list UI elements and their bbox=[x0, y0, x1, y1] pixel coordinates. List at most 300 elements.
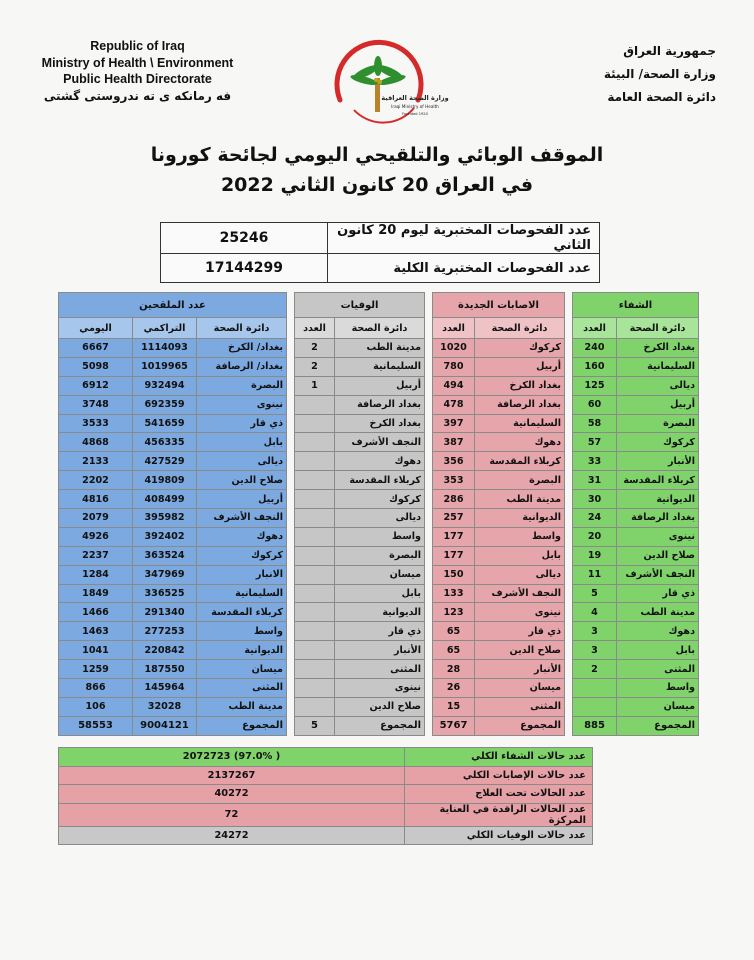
header-line: وزارة الصحة/ البيئة bbox=[603, 67, 716, 81]
recovered-directorate: ذي قار bbox=[617, 584, 699, 603]
recovered-count: 33 bbox=[573, 452, 617, 471]
table-row bbox=[59, 546, 699, 565]
cumulative-row bbox=[59, 785, 593, 804]
column-gap bbox=[287, 565, 295, 584]
vaccine-daily: 1041 bbox=[59, 641, 133, 660]
recovered-count bbox=[573, 697, 617, 716]
recovered-count: 30 bbox=[573, 490, 617, 509]
death-total: 5 bbox=[295, 716, 335, 735]
column-gap bbox=[287, 433, 295, 452]
recovered-directorate: أربيل bbox=[617, 395, 699, 414]
case-count: 123 bbox=[433, 603, 475, 622]
column-gap bbox=[425, 565, 433, 584]
table-row bbox=[59, 641, 699, 660]
case-directorate: كركوك bbox=[475, 339, 565, 358]
daily-status-table bbox=[58, 292, 699, 736]
vaccine-total-label: المجموع bbox=[197, 716, 287, 735]
case-total-label: المجموع bbox=[475, 716, 565, 735]
case-directorate: الأنبار bbox=[475, 660, 565, 679]
recovered-directorate: الديوانية bbox=[617, 490, 699, 509]
column-gap bbox=[425, 452, 433, 471]
recovered-directorate: صلاح الدين bbox=[617, 546, 699, 565]
cumulative-value: 40272 bbox=[59, 785, 405, 804]
death-count bbox=[295, 603, 335, 622]
column-gap bbox=[287, 376, 295, 395]
recovered-count: 160 bbox=[573, 357, 617, 376]
recovered-directorate: المثنى bbox=[617, 660, 699, 679]
case-count: 356 bbox=[433, 452, 475, 471]
column-gap bbox=[565, 471, 573, 490]
case-directorate: ميسان bbox=[475, 679, 565, 698]
logo-founded-text: Founded 1920 bbox=[402, 112, 428, 116]
column-gap bbox=[565, 490, 573, 509]
cumulative-label: عدد حالات الشفاء الكلي bbox=[405, 748, 593, 767]
death-count: 1 bbox=[295, 376, 335, 395]
column-gap bbox=[287, 679, 295, 698]
table-row bbox=[59, 697, 699, 716]
case-count: 26 bbox=[433, 679, 475, 698]
vaccine-directorate: واسط bbox=[197, 622, 287, 641]
recovered-directorate: ديالى bbox=[617, 376, 699, 395]
vaccine-directorate: مدينة الطب bbox=[197, 697, 287, 716]
vaccine-daily-total: 58553 bbox=[59, 716, 133, 735]
column-gap bbox=[565, 452, 573, 471]
summary-label: عدد الفحوصات المختبرية ليوم 20 كانون الثاني bbox=[328, 223, 600, 254]
tests-summary-table bbox=[160, 222, 600, 283]
col-count: العدد bbox=[295, 318, 335, 339]
vaccine-directorate: دهوك bbox=[197, 527, 287, 546]
table-row bbox=[59, 414, 699, 433]
cumulative-row bbox=[59, 748, 593, 767]
case-directorate: نينوى bbox=[475, 603, 565, 622]
recovered-count: 3 bbox=[573, 622, 617, 641]
column-gap bbox=[565, 376, 573, 395]
case-count: 286 bbox=[433, 490, 475, 509]
vaccine-daily: 1463 bbox=[59, 622, 133, 641]
case-directorate: مدينة الطب bbox=[475, 490, 565, 509]
case-count: 478 bbox=[433, 395, 475, 414]
group-recovered: الشفاء bbox=[573, 293, 699, 318]
death-count bbox=[295, 395, 335, 414]
column-gap bbox=[565, 603, 573, 622]
death-count bbox=[295, 641, 335, 660]
column-gap bbox=[287, 603, 295, 622]
recovered-count bbox=[573, 679, 617, 698]
case-count: 133 bbox=[433, 584, 475, 603]
summary-value: 17144299 bbox=[161, 254, 328, 283]
case-directorate: صلاح الدين bbox=[475, 641, 565, 660]
death-count bbox=[295, 584, 335, 603]
death-directorate: بابل bbox=[335, 584, 425, 603]
recovered-count: 31 bbox=[573, 471, 617, 490]
recovered-directorate: مدينة الطب bbox=[617, 603, 699, 622]
recovered-count: 5 bbox=[573, 584, 617, 603]
death-directorate: مدينة الطب bbox=[335, 339, 425, 358]
recovered-count: 2 bbox=[573, 660, 617, 679]
vaccine-daily: 1259 bbox=[59, 660, 133, 679]
recovered-count: 125 bbox=[573, 376, 617, 395]
cumulative-totals-table bbox=[58, 747, 593, 845]
vaccine-directorate: بابل bbox=[197, 433, 287, 452]
column-gap bbox=[425, 433, 433, 452]
death-directorate: صلاح الدين bbox=[335, 697, 425, 716]
death-count bbox=[295, 433, 335, 452]
header-arabic bbox=[536, 40, 716, 109]
column-gap bbox=[287, 660, 295, 679]
death-directorate: ميسان bbox=[335, 565, 425, 584]
death-count bbox=[295, 414, 335, 433]
column-gap bbox=[425, 641, 433, 660]
column-gap bbox=[425, 660, 433, 679]
vaccine-cumulative: 541659 bbox=[133, 414, 197, 433]
logo-english-text: Iraqi Ministry of Health bbox=[391, 104, 439, 109]
column-gap bbox=[287, 716, 295, 735]
death-count bbox=[295, 660, 335, 679]
recovered-count: 58 bbox=[573, 414, 617, 433]
column-gap bbox=[425, 527, 433, 546]
cumulative-value: 72 bbox=[59, 803, 405, 826]
column-gap bbox=[565, 414, 573, 433]
column-gap bbox=[287, 471, 295, 490]
recovered-count: 240 bbox=[573, 339, 617, 358]
column-gap bbox=[565, 395, 573, 414]
table-row bbox=[59, 622, 699, 641]
death-count bbox=[295, 622, 335, 641]
column-gap bbox=[287, 452, 295, 471]
vaccine-cumulative: 32028 bbox=[133, 697, 197, 716]
vaccine-cumulative: 347969 bbox=[133, 565, 197, 584]
recovered-directorate: بابل bbox=[617, 641, 699, 660]
recovered-directorate: بغداد الكرخ bbox=[617, 339, 699, 358]
case-directorate: ديالى bbox=[475, 565, 565, 584]
vaccine-daily: 4816 bbox=[59, 490, 133, 509]
vaccine-directorate: البصرة bbox=[197, 376, 287, 395]
case-directorate: دهوك bbox=[475, 433, 565, 452]
column-gap bbox=[565, 584, 573, 603]
case-directorate: النجف الأشرف bbox=[475, 584, 565, 603]
vaccine-directorate: كربلاء المقدسة bbox=[197, 603, 287, 622]
case-count: 1020 bbox=[433, 339, 475, 358]
header-line: Public Health Directorate bbox=[63, 72, 212, 86]
group-header-row bbox=[59, 293, 699, 318]
title-line-2: في العراق 20 كانون الثاني 2022 bbox=[220, 174, 534, 196]
vaccine-cumulative: 932494 bbox=[133, 376, 197, 395]
vaccine-daily: 866 bbox=[59, 679, 133, 698]
case-total: 5767 bbox=[433, 716, 475, 735]
recovered-directorate: الأنبار bbox=[617, 452, 699, 471]
case-count: 387 bbox=[433, 433, 475, 452]
cumulative-label: عدد حالات الإصابات الكلي bbox=[405, 766, 593, 785]
vaccine-cumulative: 1114093 bbox=[133, 339, 197, 358]
death-count bbox=[295, 527, 335, 546]
col-cumulative: التراكمي bbox=[133, 318, 197, 339]
death-total-label: المجموع bbox=[335, 716, 425, 735]
death-count bbox=[295, 546, 335, 565]
column-gap bbox=[287, 357, 295, 376]
header-line: فه رمانكه ى ته ندروستى گشتى bbox=[43, 88, 232, 103]
summary-row bbox=[161, 254, 600, 283]
death-directorate: الأنبار bbox=[335, 641, 425, 660]
column-gap bbox=[425, 376, 433, 395]
table-row bbox=[59, 509, 699, 528]
column-gap bbox=[565, 527, 573, 546]
summary-label: عدد الفحوصات المختبرية الكلية bbox=[328, 254, 600, 283]
cumulative-label: عدد الحالات تحت العلاج bbox=[405, 785, 593, 804]
vaccine-directorate: بغداد/ الرصافة bbox=[197, 357, 287, 376]
vaccine-daily: 1849 bbox=[59, 584, 133, 603]
title-line-1: الموقف الوبائي والتلقيحي اليومي لجائحة كورونا bbox=[150, 144, 604, 166]
header-line: Republic of Iraq bbox=[90, 39, 185, 53]
column-gap bbox=[565, 433, 573, 452]
death-directorate: كربلاء المقدسة bbox=[335, 471, 425, 490]
header-line: Ministry of Health \ Environment bbox=[41, 55, 234, 70]
death-directorate: البصرة bbox=[335, 546, 425, 565]
case-count: 494 bbox=[433, 376, 475, 395]
recovered-count: 4 bbox=[573, 603, 617, 622]
death-directorate: السليمانية bbox=[335, 357, 425, 376]
vaccine-cumulative: 408499 bbox=[133, 490, 197, 509]
death-count bbox=[295, 697, 335, 716]
column-gap bbox=[287, 546, 295, 565]
case-count: 65 bbox=[433, 641, 475, 660]
recovered-count: 20 bbox=[573, 527, 617, 546]
col-directorate: دائرة الصحة bbox=[475, 318, 565, 339]
recovered-directorate: نينوى bbox=[617, 527, 699, 546]
death-directorate: النجف الأشرف bbox=[335, 433, 425, 452]
recovered-directorate: دهوك bbox=[617, 622, 699, 641]
vaccine-cumulative: 456335 bbox=[133, 433, 197, 452]
column-gap bbox=[425, 584, 433, 603]
column-gap bbox=[425, 490, 433, 509]
header-line: دائرة الصحة العامة bbox=[607, 90, 716, 104]
table-row bbox=[59, 433, 699, 452]
case-directorate: بابل bbox=[475, 546, 565, 565]
vaccine-cumulative: 692359 bbox=[133, 395, 197, 414]
death-count: 2 bbox=[295, 357, 335, 376]
vaccine-cumulative: 336525 bbox=[133, 584, 197, 603]
case-directorate: الديوانية bbox=[475, 509, 565, 528]
vaccine-directorate: أربيل bbox=[197, 490, 287, 509]
cumulative-value: 24272 bbox=[59, 826, 405, 845]
ministry-logo bbox=[318, 30, 449, 130]
table-row bbox=[59, 527, 699, 546]
column-gap bbox=[425, 395, 433, 414]
column-gap bbox=[565, 679, 573, 698]
column-gap bbox=[287, 641, 295, 660]
death-directorate: ذي قار bbox=[335, 622, 425, 641]
death-directorate: دهوك bbox=[335, 452, 425, 471]
case-directorate: واسط bbox=[475, 527, 565, 546]
table-row bbox=[59, 452, 699, 471]
vaccine-daily: 4926 bbox=[59, 527, 133, 546]
case-directorate: ذي قار bbox=[475, 622, 565, 641]
recovered-count: 24 bbox=[573, 509, 617, 528]
vaccine-cumulative: 427529 bbox=[133, 452, 197, 471]
death-count: 2 bbox=[295, 339, 335, 358]
vaccine-cumulative: 363524 bbox=[133, 546, 197, 565]
logo-arabic-text: وزارة الصحة العراقية bbox=[381, 94, 449, 102]
death-directorate: أربيل bbox=[335, 376, 425, 395]
column-header-row bbox=[59, 318, 699, 339]
recovered-directorate: البصرة bbox=[617, 414, 699, 433]
recovered-directorate: واسط bbox=[617, 679, 699, 698]
cumulative-row bbox=[59, 803, 593, 826]
case-directorate: السليمانية bbox=[475, 414, 565, 433]
cumulative-value: ( 97.0%) 2072723 bbox=[59, 748, 405, 767]
vaccine-daily: 6912 bbox=[59, 376, 133, 395]
case-count: 257 bbox=[433, 509, 475, 528]
column-gap bbox=[425, 471, 433, 490]
table-row bbox=[59, 395, 699, 414]
vaccine-daily: 4868 bbox=[59, 433, 133, 452]
vaccine-daily: 2079 bbox=[59, 509, 133, 528]
column-gap bbox=[287, 395, 295, 414]
death-directorate: بغداد الكرخ bbox=[335, 414, 425, 433]
recovered-total: 885 bbox=[573, 716, 617, 735]
cumulative-row bbox=[59, 766, 593, 785]
vaccine-cumulative: 187550 bbox=[133, 660, 197, 679]
column-gap bbox=[565, 716, 573, 735]
case-count: 780 bbox=[433, 357, 475, 376]
vaccine-cumulative: 395982 bbox=[133, 509, 197, 528]
recovered-directorate: بغداد الرصافة bbox=[617, 509, 699, 528]
vaccine-cumulative: 291340 bbox=[133, 603, 197, 622]
vaccine-directorate: الانبار bbox=[197, 565, 287, 584]
group-vaccinated: عدد الملقحين bbox=[59, 293, 287, 318]
header-line: جمهورية العراق bbox=[623, 44, 716, 58]
death-count bbox=[295, 490, 335, 509]
column-gap bbox=[287, 527, 295, 546]
table-row bbox=[59, 339, 699, 358]
case-directorate: المثنى bbox=[475, 697, 565, 716]
case-directorate: بغداد الرصافة bbox=[475, 395, 565, 414]
case-count: 28 bbox=[433, 660, 475, 679]
column-gap bbox=[565, 697, 573, 716]
vaccine-directorate: صلاح الدين bbox=[197, 471, 287, 490]
vaccine-daily: 106 bbox=[59, 697, 133, 716]
column-gap bbox=[565, 565, 573, 584]
header-english bbox=[30, 38, 245, 104]
totals-row bbox=[59, 716, 699, 735]
case-directorate: البصرة bbox=[475, 471, 565, 490]
column-gap bbox=[565, 641, 573, 660]
death-directorate: الديوانية bbox=[335, 603, 425, 622]
cumulative-row bbox=[59, 826, 593, 845]
col-count: العدد bbox=[433, 318, 475, 339]
vaccine-directorate: ذي قار bbox=[197, 414, 287, 433]
death-directorate: المثنى bbox=[335, 660, 425, 679]
vaccine-daily: 2133 bbox=[59, 452, 133, 471]
vaccine-daily: 2237 bbox=[59, 546, 133, 565]
table-row bbox=[59, 471, 699, 490]
death-directorate: واسط bbox=[335, 527, 425, 546]
case-count: 397 bbox=[433, 414, 475, 433]
ministry-logo-emblem bbox=[318, 30, 449, 130]
column-gap bbox=[565, 339, 573, 358]
summary-row bbox=[161, 223, 600, 254]
column-gap bbox=[425, 339, 433, 358]
column-gap bbox=[425, 622, 433, 641]
column-gap bbox=[287, 490, 295, 509]
column-gap bbox=[425, 679, 433, 698]
col-directorate: دائرة الصحة bbox=[617, 318, 699, 339]
case-count: 177 bbox=[433, 527, 475, 546]
recovered-count: 3 bbox=[573, 641, 617, 660]
vaccine-directorate: بغداد/ الكرخ bbox=[197, 339, 287, 358]
recovered-count: 60 bbox=[573, 395, 617, 414]
case-directorate: بغداد الكرخ bbox=[475, 376, 565, 395]
recovered-directorate: السليمانية bbox=[617, 357, 699, 376]
column-gap bbox=[565, 546, 573, 565]
vaccine-daily: 3748 bbox=[59, 395, 133, 414]
column-gap bbox=[287, 697, 295, 716]
column-gap bbox=[565, 622, 573, 641]
recovered-count: 19 bbox=[573, 546, 617, 565]
vaccine-directorate: النجف الأشرف bbox=[197, 509, 287, 528]
recovered-directorate: النجف الأشرف bbox=[617, 565, 699, 584]
vaccine-directorate: السليمانية bbox=[197, 584, 287, 603]
case-count: 353 bbox=[433, 471, 475, 490]
column-gap bbox=[287, 414, 295, 433]
column-gap bbox=[425, 546, 433, 565]
vaccine-cumulative: 419809 bbox=[133, 471, 197, 490]
column-gap bbox=[287, 622, 295, 641]
column-gap bbox=[425, 697, 433, 716]
death-directorate: نينوى bbox=[335, 679, 425, 698]
summary-value: 25246 bbox=[161, 223, 328, 254]
column-gap bbox=[287, 584, 295, 603]
death-count bbox=[295, 452, 335, 471]
col-directorate: دائرة الصحة bbox=[335, 318, 425, 339]
table-row bbox=[59, 376, 699, 395]
table-row bbox=[59, 679, 699, 698]
vaccine-daily: 3533 bbox=[59, 414, 133, 433]
death-directorate: كركوك bbox=[335, 490, 425, 509]
case-count: 177 bbox=[433, 546, 475, 565]
report-title bbox=[130, 140, 624, 200]
vaccine-cumulative: 1019965 bbox=[133, 357, 197, 376]
table-row bbox=[59, 490, 699, 509]
case-directorate: كربلاء المقدسة bbox=[475, 452, 565, 471]
vaccine-directorate: المثنى bbox=[197, 679, 287, 698]
column-gap bbox=[565, 660, 573, 679]
recovered-total-label: المجموع bbox=[617, 716, 699, 735]
vaccine-cumulative-total: 9004121 bbox=[133, 716, 197, 735]
col-daily: اليومي bbox=[59, 318, 133, 339]
recovered-directorate: كركوك bbox=[617, 433, 699, 452]
recovered-directorate: ميسان bbox=[617, 697, 699, 716]
group-deaths: الوفيات bbox=[295, 293, 425, 318]
vaccine-cumulative: 392402 bbox=[133, 527, 197, 546]
vaccine-cumulative: 277253 bbox=[133, 622, 197, 641]
death-count bbox=[295, 679, 335, 698]
column-gap bbox=[425, 509, 433, 528]
column-gap bbox=[425, 603, 433, 622]
vaccine-daily: 5098 bbox=[59, 357, 133, 376]
column-gap bbox=[425, 414, 433, 433]
table-row bbox=[59, 565, 699, 584]
column-gap bbox=[287, 509, 295, 528]
recovered-directorate: كربلاء المقدسة bbox=[617, 471, 699, 490]
death-directorate: بغداد الرصافة bbox=[335, 395, 425, 414]
death-count bbox=[295, 565, 335, 584]
vaccine-daily: 1284 bbox=[59, 565, 133, 584]
recovered-count: 57 bbox=[573, 433, 617, 452]
group-new-cases: الاصابات الجديدة bbox=[433, 293, 565, 318]
table-row bbox=[59, 660, 699, 679]
vaccine-daily: 2202 bbox=[59, 471, 133, 490]
column-gap bbox=[565, 509, 573, 528]
